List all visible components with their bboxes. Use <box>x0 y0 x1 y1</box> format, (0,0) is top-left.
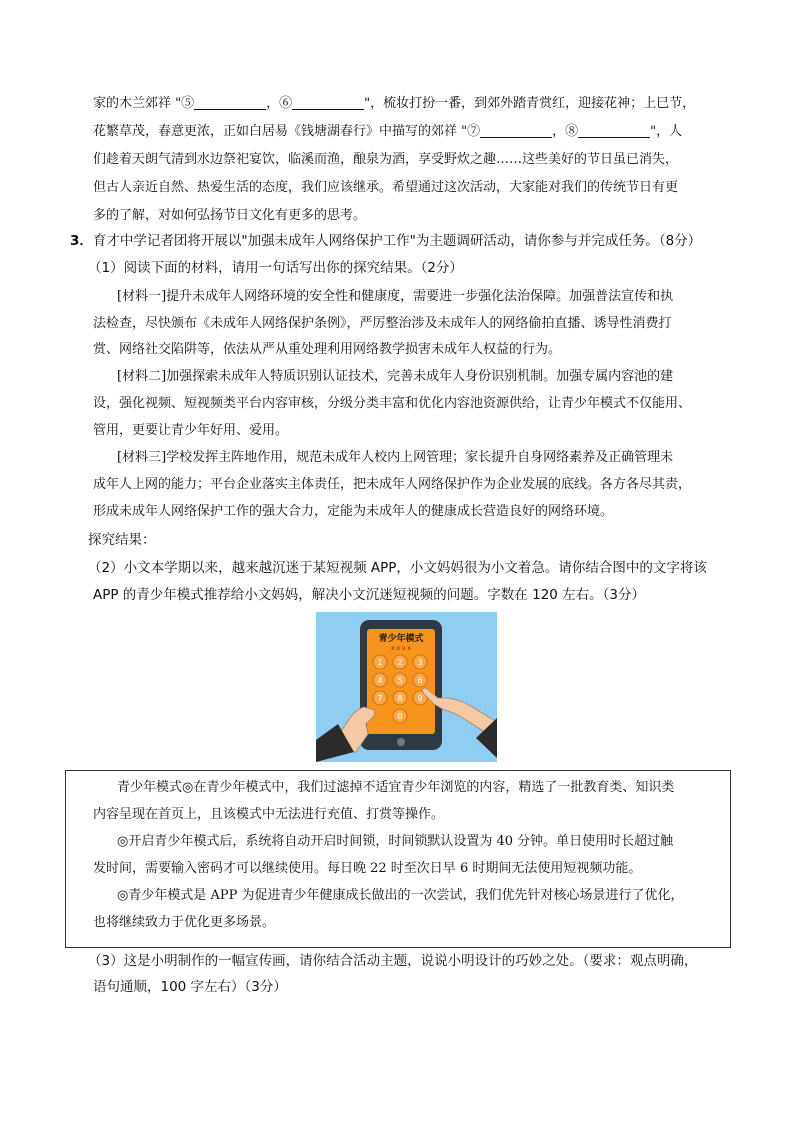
question-number: 3． <box>70 233 93 249</box>
material-1-line-3: 赏、网络社交陷阱等，依法从严从重处理利用网络教学损害未成年人权益的行为。 <box>93 342 562 357</box>
sub-question-3-line-1: （3）这是小明制作的一幅宣传画，请你结合活动主题，说说小明设计的巧妙之处。（要求：观点明确， <box>88 953 698 969</box>
sub-question-3-line-2: 语句通顺，100 字左右）（3分） <box>93 979 287 995</box>
key-label-7: 7 <box>377 694 383 703</box>
question-text: 育才中学记者团将开展以"加强未成年人网络保护工作"为主题调研活动，请你参与并完成任务。（8分） <box>92 233 702 249</box>
text: 花繁草茂，春意更浓，正如白居易《钱塘湖春行》中描写的郊祥 " <box>93 124 468 139</box>
info-p1-line-1: 青少年模式◎在青少年模式中，我们过滤掉不适宜青少年浏览的内容，精选了一批教育类、知识类 <box>117 780 675 795</box>
question-3-stem <box>70 232 701 250</box>
key-label-5: 5 <box>397 676 403 685</box>
material-3-line-3: 形成未成年人网络保护工作的强大合力，定能为未成年人的健康成长营造良好的网络环境。 <box>93 504 614 519</box>
sub-question-2-line-1: （2）小文本学期以来，越来越沉迷于某短视频 APP，小文妈妈很为小文着急。请你结合图中的文字将该 <box>88 560 707 576</box>
key-label-3: 3 <box>417 658 423 667</box>
info-p3-line-1: ◎青少年模式是 APP 为促进青少年健康成长做出的一次尝试，我们优先针对核心场景进行了优化， <box>117 888 684 903</box>
home-button <box>397 738 405 746</box>
poem-line-2 <box>93 123 682 141</box>
poem-line-5: 多的了解，对如何弘扬节日文化有更多的思考。 <box>93 208 367 223</box>
text: 家的木兰郊祥 " <box>93 96 182 111</box>
blank-8-number: ⑧ <box>565 124 579 139</box>
key-label-4: 4 <box>377 676 383 685</box>
result-label: 探究结果： <box>88 532 156 548</box>
key-label-1: 1 <box>377 658 383 667</box>
blank-5[interactable] <box>194 95 266 110</box>
info-p1-line-2: 内容呈现在首页上，且该模式中无法进行充值、打赏等操作。 <box>93 807 445 822</box>
text: ， <box>266 96 280 111</box>
blank-6[interactable] <box>292 95 364 110</box>
text: ， <box>552 124 566 139</box>
blank-6-number: ⑥ <box>279 96 293 111</box>
material-1-line-1: [材料一]提升未成年人网络环境的安全性和健康度，需要进一步强化法治保障。加强普法宣传和执 <box>117 289 674 304</box>
info-p2-line-1: ◎开启青少年模式后，系统将自动开启时间锁，时间锁默认设置为 40 分钟。单日使用时长超过触 <box>117 834 674 849</box>
poem-line-1 <box>93 95 695 113</box>
poem-line-3: 们趁着天朗气清到水边祭祀宴饮，临溪而渔，酿泉为酒，享受野炊之趣……这些美好的节日虽已消失， <box>93 152 679 167</box>
blank-7[interactable] <box>480 123 552 138</box>
teen-mode-phone-illustration <box>316 612 497 762</box>
material-2-line-3: 管用，更要让青少年好用、爱用。 <box>93 423 289 438</box>
blank-8[interactable] <box>578 123 650 138</box>
material-3-line-1: [材料三]学校发挥主阵地作用，规范未成年人校内上网管理；家长提升自身网络素养及正确管理未 <box>117 450 674 465</box>
text: "，梳妆打扮一番，到郊外踏青赏红，迎接花神；上巳节， <box>364 96 696 111</box>
material-3-line-2: 成年人上网的能力；平台企业落实主体责任，把未成年人网络保护作为企业发展的底线。各方各尽其责， <box>93 477 692 492</box>
password-dots: x x x x <box>391 645 411 652</box>
blank-5-number: ⑤ <box>181 96 195 111</box>
key-label-8: 8 <box>397 694 403 703</box>
sub-question-2-line-2: APP 的青少年模式推荐给小文妈妈，解决小文沉迷短视频的问题。字数在 120 左右。（3分） <box>93 587 645 603</box>
key-label-0: 0 <box>397 712 403 721</box>
key-label-2: 2 <box>397 658 403 667</box>
key-label-6: 6 <box>417 676 423 685</box>
phone-title: 青少年模式 <box>378 634 424 644</box>
material-2-line-1: [材料二]加强探索未成年人特质识别认证技术，完善未成年人身份识别机制。加强专属内容池的建 <box>117 369 674 384</box>
material-2-line-2: 设，强化视频、短视频类平台内容审核，分级分类丰富和优化内容池资源供给，让青少年模式不仅能用、 <box>93 396 692 411</box>
text: "，人 <box>650 124 683 139</box>
sub-question-1: （1）阅读下面的材料，请用一句话写出你的探究结果。（2分） <box>88 260 463 276</box>
key-label-9: 9 <box>417 694 423 703</box>
material-1-line-2: 法检查，尽快颁布《未成年人网络保护条例》，严厉整治涉及未成年人的网络偷拍直播、诱导性消费打 <box>93 316 672 331</box>
info-p3-line-2: 也将继续致力于优化更多场景。 <box>93 915 276 930</box>
poem-line-4: 但古人亲近自然、热爱生活的态度，我们应该继承。希望通过这次活动，大家能对我们的传统节日有更 <box>93 180 679 195</box>
info-p2-line-2: 发时间，需要输入密码才可以继续使用。每日晚 22 时至次日早 6 时期间无法使用短视频功能。 <box>93 861 642 876</box>
blank-7-number: ⑦ <box>467 124 481 139</box>
